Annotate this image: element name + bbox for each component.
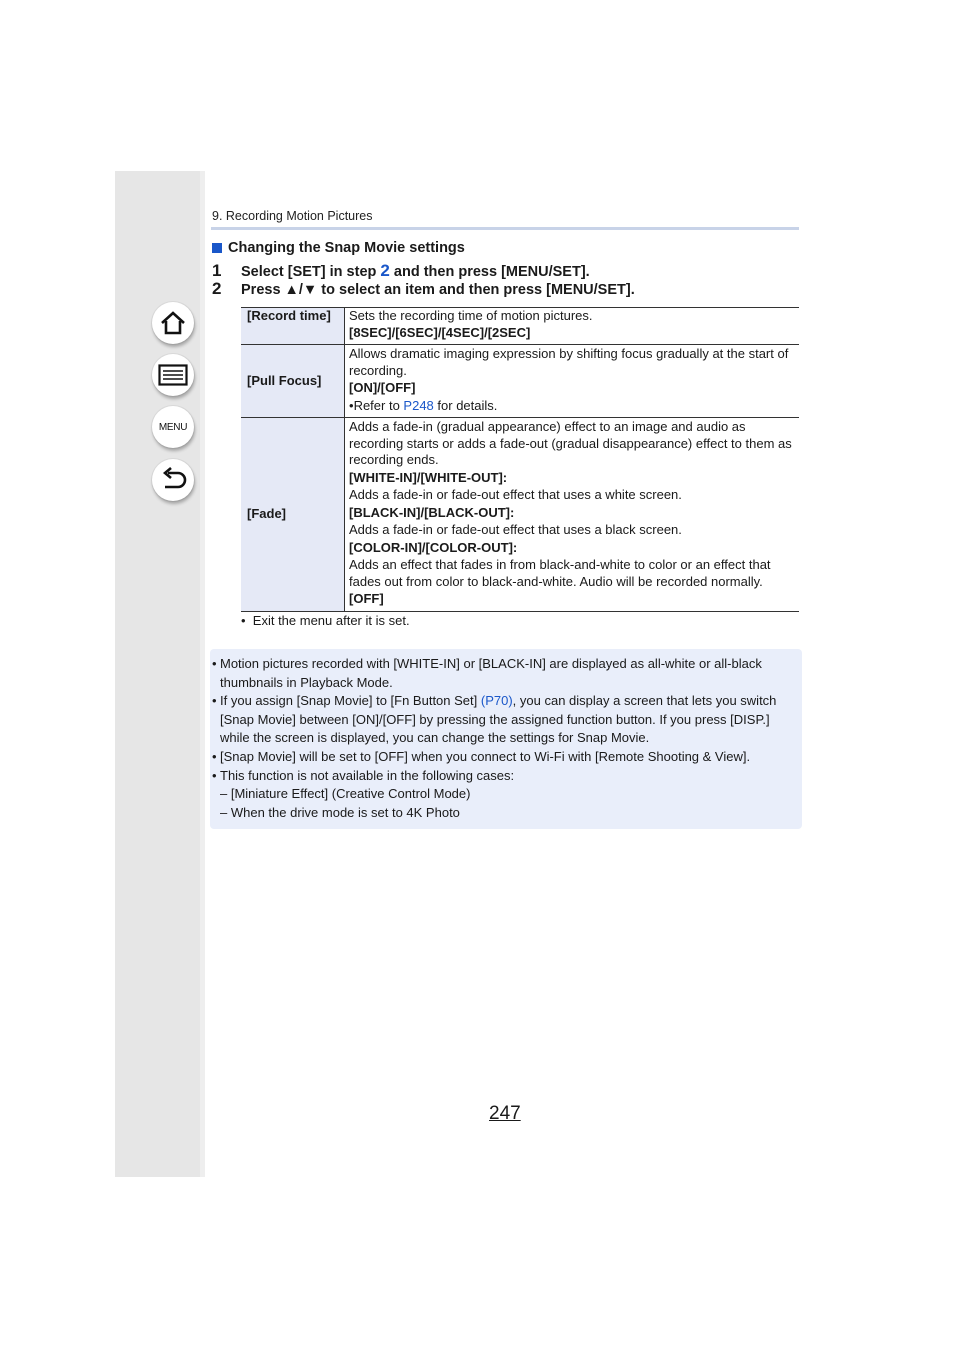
note-item: • If you assign [Snap Movie] to [Fn Button Set] (P70), you can display a screen that lets you switch [Snap Movie] between [ON]/[OFF] by pressing the assigned function button. If you press [DISP.] while the screen is displayed, you can change the settings for Snap Movie. (212, 693, 777, 746)
desc-fade (345, 418, 800, 612)
home-icon (159, 309, 187, 337)
table-row-pull-focus (241, 345, 799, 418)
fade-color-option: [COLOR-IN]/[COLOR-OUT]: (349, 539, 518, 555)
step-number: 2 (212, 279, 222, 298)
p70-link[interactable]: (P70) (480, 693, 513, 709)
fade-white-option: [WHITE-IN]/[WHITE-OUT]: (349, 469, 508, 485)
header-rule (211, 227, 799, 230)
fade-desc: Adds a fade-in (gradual appearance) effect to an image and audio as recording starts or adds a fade-out (gradual disappearance) effect to them as recording ends. (349, 419, 792, 467)
refer-after: for details. (433, 397, 498, 413)
fade-off-option: [OFF] (349, 591, 384, 606)
label-pull-focus: [Pull Focus] (241, 345, 345, 418)
notes-box (210, 649, 802, 829)
menu-button[interactable] (152, 406, 194, 448)
step-text-after: and then press [MENU/SET]. (389, 264, 590, 280)
pull-focus-options: [ON]/[OFF] (349, 380, 416, 395)
note-text: If you assign [Snap Movie] to [Fn Button Set] (220, 693, 481, 709)
table-row-fade (241, 418, 799, 612)
step-text: Select [SET] in step (241, 264, 381, 280)
note-item: • This function is not available in the following cases: (212, 767, 800, 786)
step-1 (212, 261, 590, 281)
section-square-icon (212, 243, 222, 253)
label-fade: [Fade] (241, 418, 345, 612)
desc-pull-focus (345, 345, 800, 418)
exit-note: • Exit the menu after it is set. (241, 613, 410, 628)
pull-focus-desc: Allows dramatic imaging expression by shifting focus gradually at the start of recording. (349, 346, 789, 378)
contents-button[interactable] (152, 354, 194, 396)
note-item: • Motion pictures recorded with [WHITE-IN] or [BLACK-IN] are displayed as all-white or all-black thumbnails in Playback Mode. (212, 655, 800, 692)
step-2 (212, 279, 635, 299)
note-text: [Snap Movie] will be set to [OFF] when you connect to Wi-Fi with [Remote Shooting & View]. (220, 748, 751, 764)
note-sub-item: – [Miniature Effect] (Creative Control Mode) (220, 786, 471, 802)
page-number: 247 (489, 1103, 521, 1124)
return-arrow-icon (159, 467, 187, 493)
section-title (212, 240, 465, 256)
note-sub-item: – When the drive mode is set to 4K Photo (220, 804, 460, 820)
fade-white-desc: Adds a fade-in or fade-out effect that uses a white screen. (349, 487, 682, 502)
fade-color-desc: Adds an effect that fades in from black-and-white to color or an effect that fades out from color to black-and-white. Audio will be recorded normally. (349, 557, 771, 589)
note-text-after: , you can display a screen that lets you switch [Snap Movie] between [ON]/[OFF] by pressing the assigned function button. If you press [DISP.] while the screen is displayed, you can change the settings for Snap Movie. (220, 693, 777, 746)
list-icon (158, 364, 188, 386)
section-title-text: Changing the Snap Movie settings (228, 240, 465, 256)
exit-note-text: Exit the menu after it is set. (252, 613, 410, 628)
breadcrumb: 9. Recording Motion Pictures (212, 209, 373, 223)
desc-record-time (345, 308, 800, 345)
back-button[interactable] (152, 459, 194, 501)
step-number: 1 (212, 261, 222, 280)
note-text: This function is not available in the following cases: (220, 767, 515, 783)
note-item: • [Snap Movie] will be set to [OFF] when you connect to Wi-Fi with [Remote Shooting & View]. (212, 748, 800, 767)
home-button[interactable] (152, 302, 194, 344)
note-text: Motion pictures recorded with [WHITE-IN] or [BLACK-IN] are displayed as all-white or all-black thumbnails in Playback Mode. (220, 656, 762, 690)
p248-link[interactable]: P248 (403, 397, 434, 413)
table-row-record-time (241, 308, 799, 345)
record-time-options: [8SEC]/[6SEC]/[4SEC]/[2SEC] (349, 324, 531, 340)
fade-black-desc: Adds a fade-in or fade-out effect that uses a black screen. (349, 522, 682, 537)
step-text: Press ▲/▼ to select an item and then press [MENU/SET]. (241, 282, 635, 298)
label-record-time: [Record time] (241, 308, 345, 345)
menu-icon: MENU (158, 421, 188, 433)
step-ref: 2 (380, 261, 390, 280)
settings-table (241, 307, 799, 612)
record-time-desc: Sets the recording time of motion pictures. (349, 308, 593, 323)
sidebar-edge (200, 171, 205, 1177)
refer-before: Refer to (353, 397, 404, 413)
pull-focus-refer: •Refer to P248 for details. (349, 397, 498, 413)
fade-black-option: [BLACK-IN]/[BLACK-OUT]: (349, 504, 515, 520)
